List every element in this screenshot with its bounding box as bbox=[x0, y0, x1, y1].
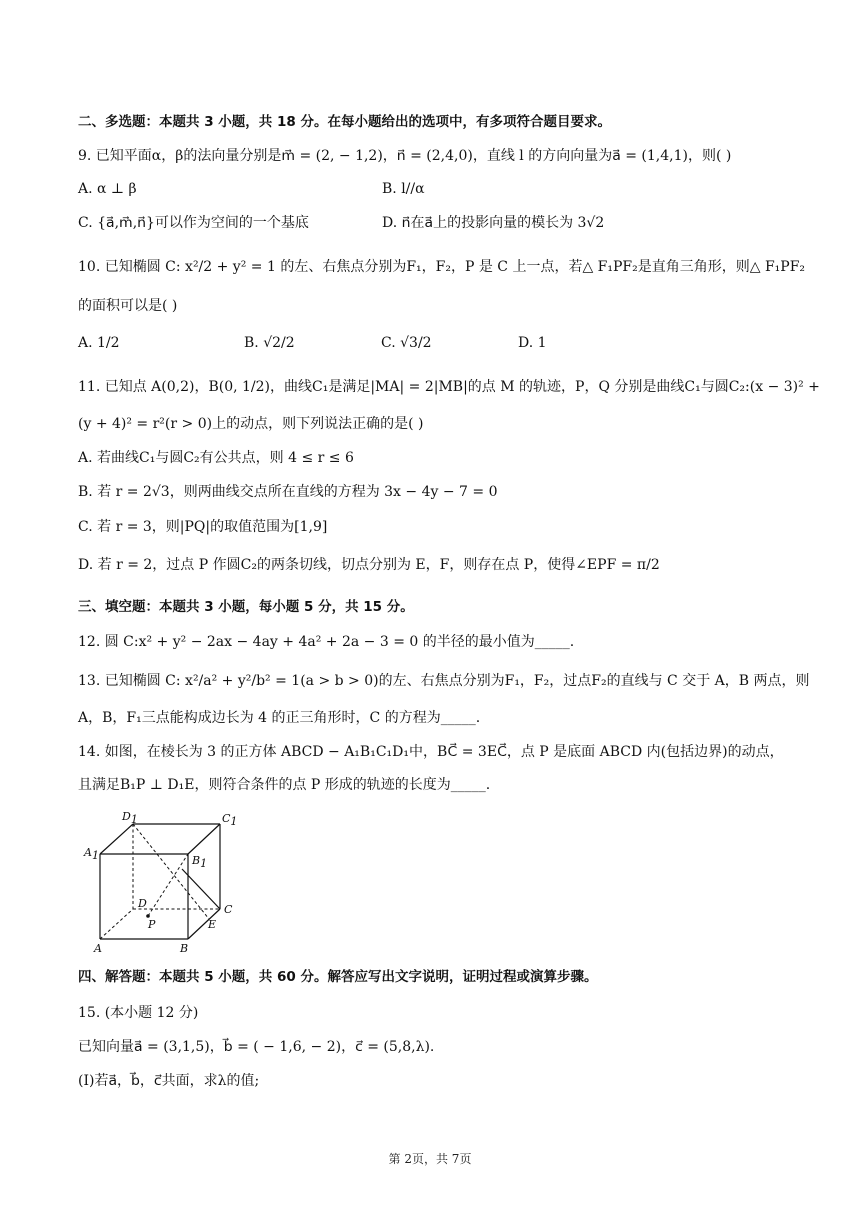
label-p: P bbox=[148, 918, 156, 931]
section-4-header: 四、解答题：本题共 5 小题，共 60 分。解答应写出文字说明，证明过程或演算步骤。 bbox=[78, 969, 598, 985]
q11-option-b: B. 若 r = 2√3，则两曲线交点所在直线的方程为 3x − 4y − 7 = 0 bbox=[78, 484, 498, 500]
cube-figure bbox=[78, 806, 248, 956]
section-3-header: 三、填空题：本题共 3 小题，每小题 5 分，共 15 分。 bbox=[78, 599, 414, 615]
q9-option-a: A. α ⊥ β bbox=[78, 181, 137, 197]
q10-option-a: A. 1/2 bbox=[78, 335, 120, 351]
q10-stem-line2: 的面积可以是( ) bbox=[78, 298, 178, 314]
q15-given: 已知向量a⃗ = (3,1,5)，b⃗ = ( − 1,6, − 2)，c⃗ = (5,8,λ). bbox=[78, 1039, 435, 1055]
q11-option-a: A. 若曲线C₁与圆C₂有公共点，则 4 ≤ r ≤ 6 bbox=[78, 450, 354, 466]
label-b1: B1 bbox=[192, 854, 208, 870]
q9-option-d: D. n⃗在a⃗上的投影向量的模长为 3√2 bbox=[382, 215, 605, 231]
q10-option-d: D. 1 bbox=[518, 335, 547, 351]
q9-option-b: B. l//α bbox=[382, 181, 425, 197]
q11-stem-line2: (y + 4)² = r²(r > 0)上的动点，则下列说法正确的是( ) bbox=[78, 416, 424, 432]
page-footer: 第 2页，共 7页 bbox=[388, 1152, 472, 1166]
label-d1: D1 bbox=[122, 810, 138, 826]
label-e: E bbox=[208, 918, 217, 931]
q10-option-b: B. √2/2 bbox=[244, 335, 295, 351]
label-c1: C1 bbox=[222, 812, 238, 828]
q13-stem-line2: A，B，F₁三点能构成边长为 4 的正三角形时，C 的方程为_____. bbox=[78, 710, 481, 726]
label-a: A bbox=[94, 942, 102, 955]
q11-stem-line1: 11. 已知点 A(0,2)，B(0, 1/2)，曲线C₁是满足|MA| = 2|MB|的点 M 的轨迹，P，Q 分别是曲线C₁与圆C₂:(x − 3)² + bbox=[78, 379, 820, 395]
edge-a1d1 bbox=[100, 824, 133, 854]
section-2-header: 二、多选题：本题共 3 小题，共 18 分。在每小题给出的选项中，有多项符合题目要求。 bbox=[78, 114, 611, 130]
q12-stem: 12. 圆 C:x² + y² − 2ax − 4ay + 4a² + 2a − 3 = 0 的半径的最小值为_____. bbox=[78, 634, 575, 650]
label-b: B bbox=[180, 942, 189, 955]
q9-option-c: C. {a⃗,m⃗,n⃗}可以作为空间的一个基底 bbox=[78, 215, 309, 231]
label-d: D bbox=[138, 897, 147, 910]
q11-option-c: C. 若 r = 3，则|PQ|的取值范围为[1,9] bbox=[78, 519, 328, 535]
edge-b1c1 bbox=[188, 824, 220, 854]
q13-stem-line1: 13. 已知椭圆 C: x²/a² + y²/b² = 1(a > b > 0)的左、右焦点分别为F₁，F₂，过点F₂的直线与 C 交于 A，B 两点，则 bbox=[78, 673, 810, 689]
q10-stem-line1: 10. 已知椭圆 C: x²/2 + y² = 1 的左、右焦点分别为F₁，F₂，P 是 C 上一点，若△ F₁PF₂是直角三角形，则△ F₁PF₂ bbox=[78, 259, 806, 275]
q11-option-d: D. 若 r = 2，过点 P 作圆C₂的两条切线，切点分别为 E，F，则存在点 P，使得∠EPF = π/2 bbox=[78, 557, 660, 573]
q14-stem-line2: 且满足B₁P ⊥ D₁E，则符合条件的点 P 形成的轨迹的长度为_____. bbox=[78, 777, 491, 793]
q15-part1: (Ⅰ)若a⃗，b⃗，c⃗共面，求λ的值; bbox=[78, 1073, 260, 1089]
edge-ad bbox=[100, 909, 133, 939]
label-a1: A1 bbox=[84, 846, 99, 862]
label-c: C bbox=[224, 903, 233, 916]
q14-stem-line1: 14. 如图，在棱长为 3 的正方体 ABCD − A₁B₁C₁D₁中，BC⃗ = 3EC⃗，点 P 是底面 ABCD 内(包括边界)的动点， bbox=[78, 744, 784, 760]
q10-option-c: C. √3/2 bbox=[381, 335, 432, 351]
q15-title: 15. (本小题 12 分) bbox=[78, 1005, 199, 1021]
q9-stem: 9. 已知平面α，β的法向量分别是m⃗ = (2, − 1,2)，n⃗ = (2,4,0)，直线 l 的方向向量为a⃗ = (1,4,1)，则( ) bbox=[78, 148, 732, 164]
